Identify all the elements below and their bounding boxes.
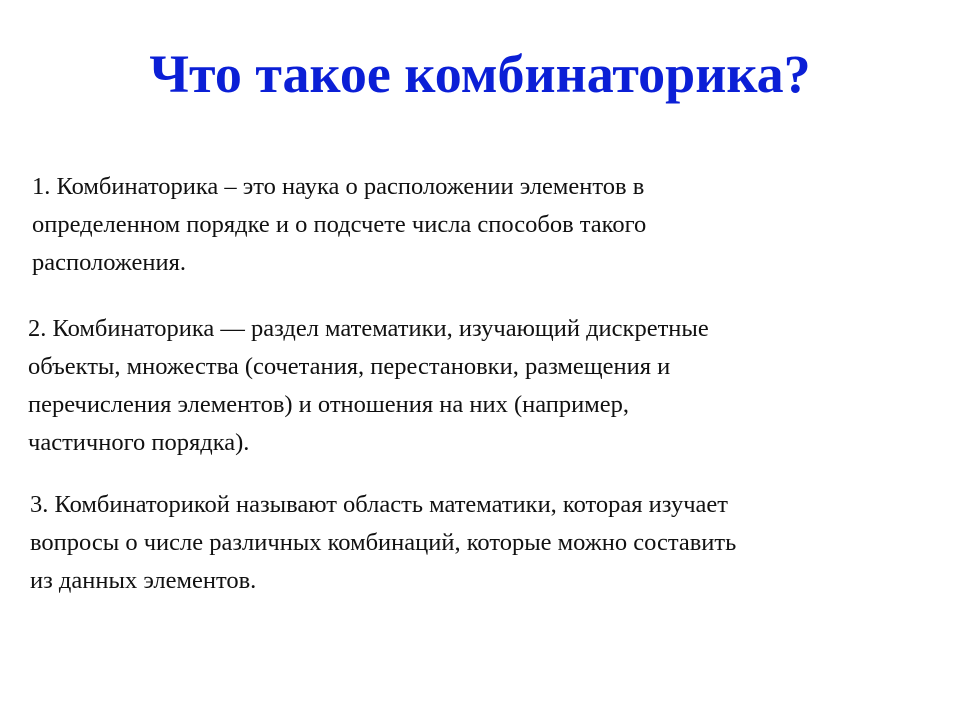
definition-2-line-3: перечисления элементов) и отношения на них (например, xyxy=(28,391,630,418)
definition-3-line-1: 3. Комбинаторикой называют область математики, которая изучает xyxy=(30,491,728,518)
definition-1-line-1: 1. Комбинаторика – это наука о расположении элементов в xyxy=(32,173,645,200)
definition-1-line-2: определенном порядке и о подсчете числа способов такого xyxy=(32,211,647,238)
definition-3-line-3: из данных элементов. xyxy=(30,567,257,594)
definition-2-line-1: 2. Комбинаторика — раздел математики, изучающий дискретные xyxy=(28,315,709,342)
definition-1 xyxy=(32,168,646,282)
definition-2-line-2: объекты, множества (сочетания, перестановки, размещения и xyxy=(28,353,671,380)
slide-title: Что такое комбинаторика? xyxy=(149,44,811,104)
definition-2-line-4: частичного порядка). xyxy=(28,429,250,456)
definition-1-line-3: расположения. xyxy=(32,249,186,276)
definition-3-line-2: вопросы о числе различных комбинаций, которые можно составить xyxy=(30,529,737,556)
definition-2 xyxy=(28,310,709,462)
definition-3 xyxy=(30,486,736,600)
